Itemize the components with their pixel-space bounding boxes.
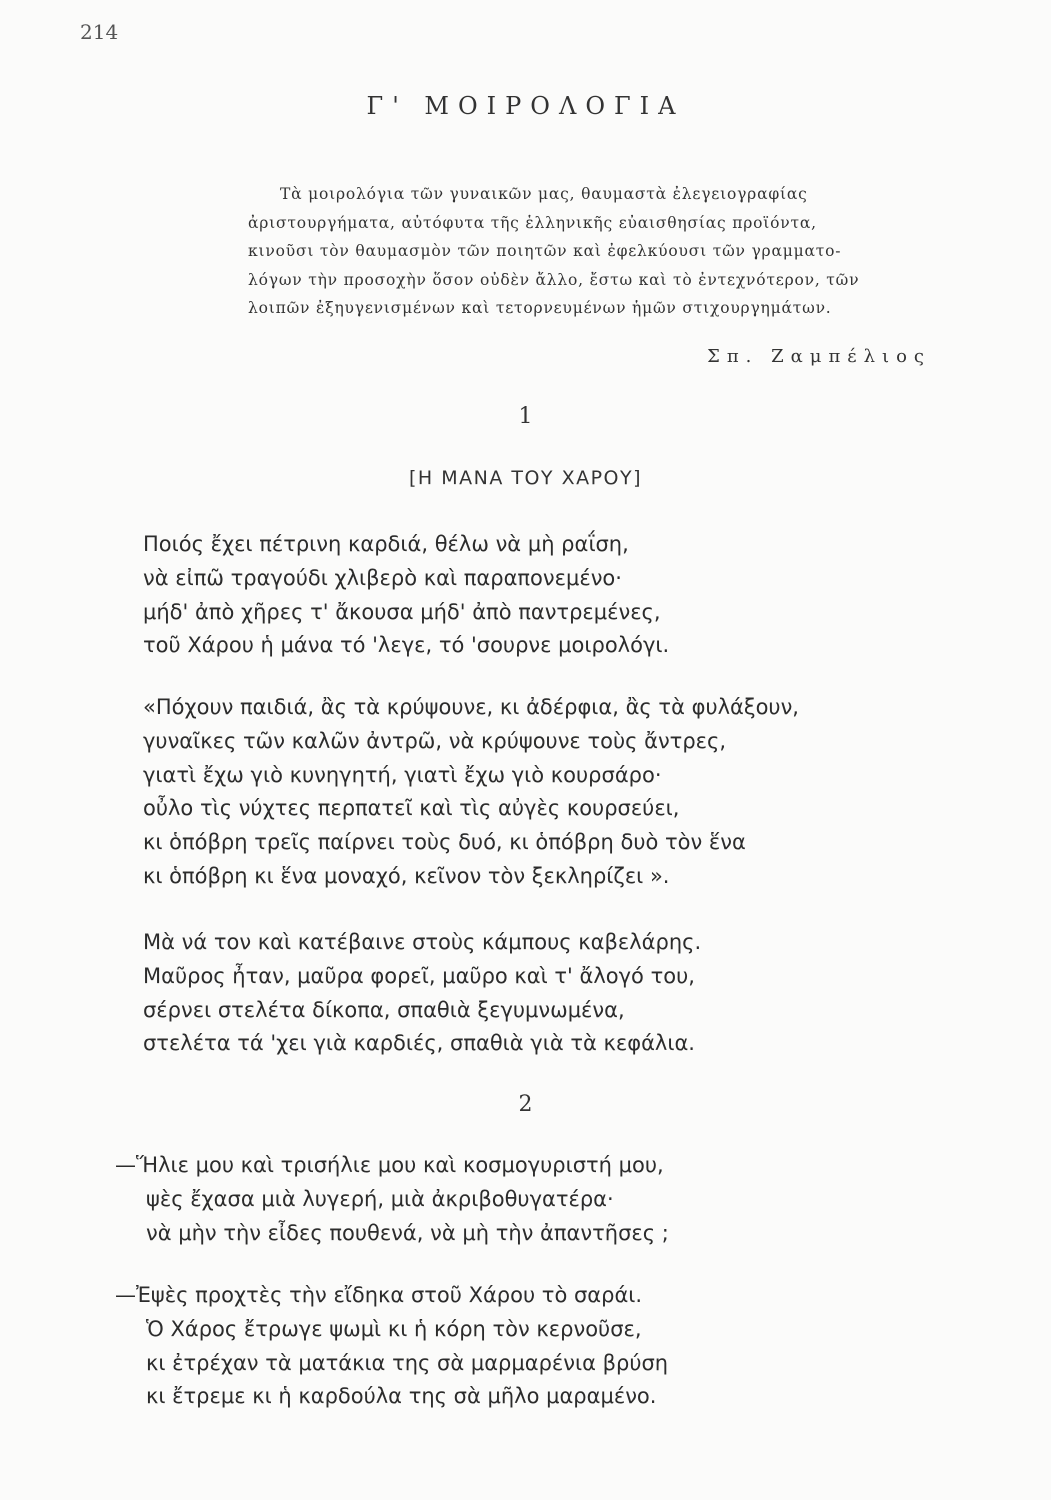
verse-line: κι ἔτρεμε κι ἡ καρδούλα της σὰ μῆλο μαραμένο. <box>146 1384 657 1409</box>
verse-line: νὰ μὴν τὴν εἶδες πουθενά, νὰ μὴ τὴν ἀπαντῆσες ; <box>146 1220 669 1245</box>
verse-line: τοῦ Χάρου ἡ μάνα τό 'λεγε, τό 'σουρνε μοιρολόγι. <box>143 633 670 658</box>
verse-line: Μὰ νά τον καὶ κατέβαινε στοὺς κάμπους καβελάρης. <box>143 930 702 954</box>
verse-line: κι ἐτρέχαν τὰ ματάκια της σὰ μαρμαρένια βρύση <box>146 1350 669 1375</box>
epigraph <box>248 180 938 323</box>
epigraph-line: ἀριστουργήματα, αὐτόφυτα τῆς ἑλληνικῆς εὐαισθησίας προϊόντα, <box>248 213 817 232</box>
verse-line: Ὁ Χάρος ἔτρωγε ψωμὶ κι ἡ κόρη τὸν κερνοῦσε, <box>146 1316 642 1341</box>
verse-line: νὰ εἰπῶ τραγούδι χλιβερὸ καὶ παραπονεμένο· <box>143 565 622 590</box>
poem-1-stanza-2 <box>143 691 799 894</box>
poem-1-number: 1 <box>518 404 533 429</box>
poem-2-stanza-2 <box>115 1279 668 1414</box>
poem-1-stanza-3 <box>143 926 701 1061</box>
verse-line: Ποιός ἔχει πέτρινη καρδιά, θέλω νὰ μὴ ραΐση, <box>143 532 629 556</box>
poem-2-number: 2 <box>518 1092 533 1117</box>
verse-line: Μαῦρος ἦταν, μαῦρα φορεῖ, μαῦρο καὶ τ' ἄλογό του, <box>143 963 695 988</box>
verse-line: οὖλο τὶς νύχτες περπατεῖ καὶ τὶς αὐγὲς κουρσεύει, <box>143 796 680 821</box>
verse-line: μήδ' ἀπὸ χῆρες τ' ἄκουσα μήδ' ἀπὸ παντρεμένες, <box>143 599 661 624</box>
verse-line: γυναῖκες τῶν καλῶν ἀντρῶ, νὰ κρύψουνε τοὺς ἄντρες, <box>143 728 726 753</box>
verse-line: γιατὶ ἔχω γιὸ κυνηγητή, γιατὶ ἔχω γιὸ κουρσάρο· <box>143 762 662 787</box>
poem-1-stanza-1 <box>143 528 669 663</box>
verse-line: σέρνει στελέτα δίκοπα, σπαθιὰ ξεγυμνωμένα, <box>143 997 625 1022</box>
poem-2-stanza-1 <box>115 1149 669 1250</box>
verse-line: —Ἥλιε μου καὶ τρισήλιε μου καὶ κοσμογυριστή μου, <box>115 1153 664 1177</box>
verse-line: —Ἐψὲς προχτὲς τὴν εἴδηκα στοῦ Χάρου τὸ σαράι. <box>115 1283 643 1307</box>
verse-line: ψὲς ἔχασα μιὰ λυγερή, μιὰ ἀκριβοθυγατέρα· <box>146 1186 614 1211</box>
epigraph-line: κινοῦσι τὸν θαυμασμὸν τῶν ποιητῶν καὶ ἐφελκύουσι τῶν γραμματο- <box>248 242 842 261</box>
verse-line: «Πόχουν παιδιά, ἂς τὰ κρύψουνε, κι ἀδέρφια, ἂς τὰ φυλάξουν, <box>143 695 799 719</box>
poem-1-title: [Η ΜΑΝΑ ΤΟΥ ΧΑΡΟΥ] <box>408 467 643 489</box>
epigraph-author: Σπ. Ζαμπέλιος <box>707 346 931 367</box>
verse-line: στελέτα τά 'χει γιὰ καρδιές, σπαθιὰ γιὰ τὰ κεφάλια. <box>143 1031 695 1056</box>
epigraph-line: λόγων τὴν προσοχὴν ὅσον οὐδὲν ἄλλο, ἔστω καὶ τὸ ἐντεχνότερον, τῶν <box>248 270 860 289</box>
page-number: 214 <box>80 20 119 44</box>
verse-line: κι ὁπόβρη κι ἕνα μοναχό, κεῖνον τὸν ξεκληρίζει ». <box>143 863 670 888</box>
epigraph-line: Τὰ μοιρολόγια τῶν γυναικῶν μας, θαυμαστὰ ἐλεγειογραφίας <box>280 185 808 203</box>
chapter-title: Γ' ΜΟΙΡΟΛΟΓΙΑ <box>366 92 685 120</box>
epigraph-line: λοιπῶν ἐξηυγενισμένων καὶ τετορνευμένων ἡμῶν στιχουργημάτων. <box>248 299 832 318</box>
verse-line: κι ὁπόβρη τρεῖς παίρνει τοὺς δυό, κι ὁπόβρη δυὸ τὸν ἕνα <box>143 830 746 855</box>
